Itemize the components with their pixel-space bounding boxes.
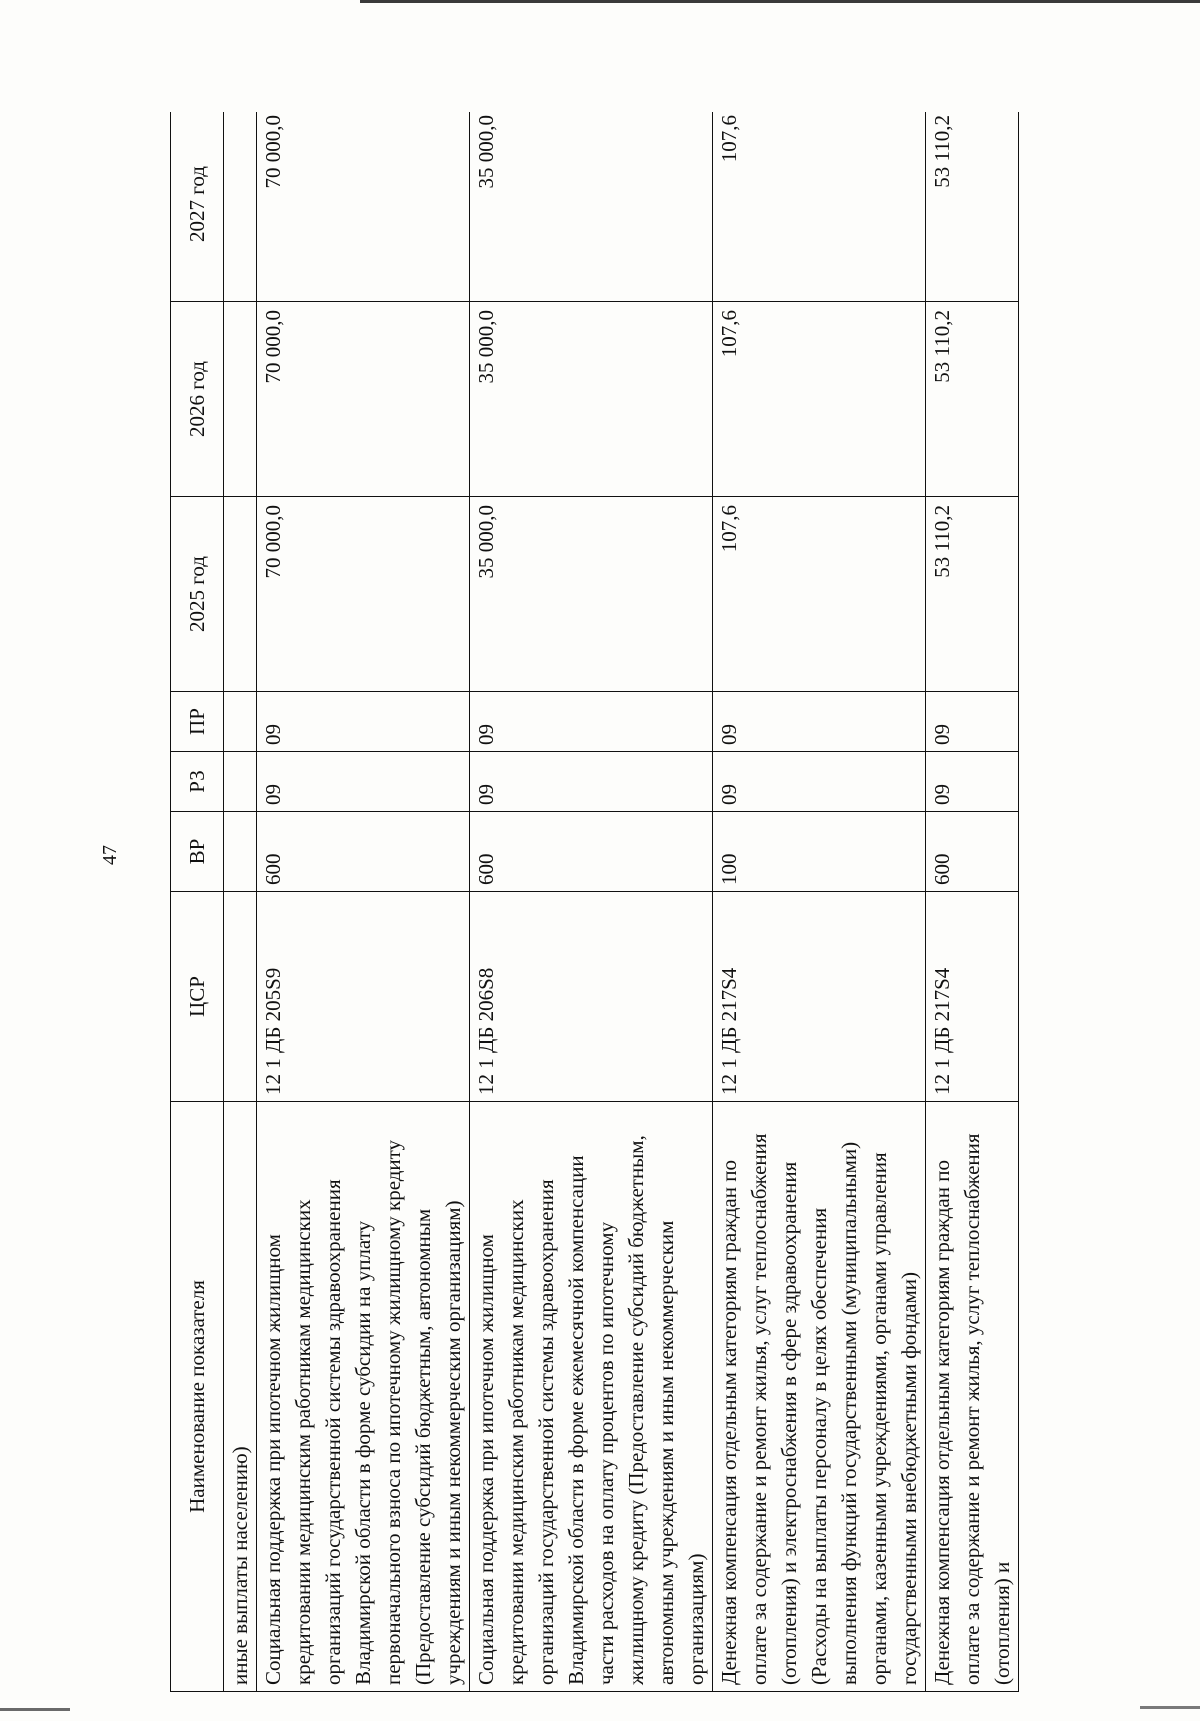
row-csr: 12 1 ДБ 205S9 xyxy=(257,892,470,1102)
header-2026: 2026 год xyxy=(171,302,224,497)
row-2025: 53 110,2 xyxy=(926,497,1019,692)
table-row xyxy=(257,112,470,1692)
scan-edge-bottom-right xyxy=(1140,1706,1200,1709)
row-pr: 09 xyxy=(257,692,470,752)
header-csr: ЦСР xyxy=(171,892,224,1102)
scan-edge-bottom-left xyxy=(0,1708,70,1711)
row-csr: 12 1 ДБ 217S4 xyxy=(713,892,926,1102)
row-vr: 100 xyxy=(713,812,926,892)
header-vr: ВР xyxy=(171,812,224,892)
row-name: иные выплаты населению) xyxy=(224,1102,257,1692)
row-2026: 53 110,2 xyxy=(926,302,1019,497)
row-2025: 107,6 xyxy=(713,497,926,692)
row-rz xyxy=(224,752,257,812)
row-2026 xyxy=(224,302,257,497)
row-pr: 09 xyxy=(926,692,1019,752)
row-2025 xyxy=(224,497,257,692)
header-pr: ПР xyxy=(171,692,224,752)
rotated-table-content xyxy=(170,112,1130,1692)
row-vr: 600 xyxy=(926,812,1019,892)
row-2027: 107,6 xyxy=(713,112,926,302)
row-2027 xyxy=(224,112,257,302)
row-name: Денежная компенсация отдельным категориям граждан по оплате за содержание и ремонт жилья, услуг теплоснабжения (отопления) и xyxy=(926,1102,1019,1692)
header-rz: РЗ xyxy=(171,752,224,812)
table-header-row xyxy=(171,112,224,1692)
row-2026: 107,6 xyxy=(713,302,926,497)
row-2027: 35 000,0 xyxy=(470,112,713,302)
header-name: Наименование показателя xyxy=(171,1102,224,1692)
row-2025: 70 000,0 xyxy=(257,497,470,692)
row-rz: 09 xyxy=(257,752,470,812)
row-2026: 35 000,0 xyxy=(470,302,713,497)
row-csr: 12 1 ДБ 206S8 xyxy=(470,892,713,1102)
row-rz: 09 xyxy=(713,752,926,812)
row-name: Денежная компенсация отдельным категориям граждан по оплате за содержание и ремонт жилья, услуг теплоснабжения (отопления) и электроснабжения в сфере здравоохранения (Расходы на выплаты персоналу в целях обеспечения выполнения функций государственными (муниципальными) органами, казенными учреждениями, органами управления государственными внебюджетными фондами) xyxy=(713,1102,926,1692)
row-2027: 53 110,2 xyxy=(926,112,1019,302)
row-name: Социальная поддержка при ипотечном жилищном кредитовании медицинским работникам медицинских организаций государственной системы здравоохранения Владимирской области в форме субсидии на уплату первоначального взноса по ипотечному жилищному кредиту (Предоставление субсидий бюджетным, автономным учреждениям и иным некоммерческим организациям) xyxy=(257,1102,470,1692)
row-pr xyxy=(224,692,257,752)
table-row xyxy=(470,112,713,1692)
row-vr: 600 xyxy=(257,812,470,892)
budget-table xyxy=(170,112,1019,1692)
row-pr: 09 xyxy=(470,692,713,752)
row-csr: 12 1 ДБ 217S4 xyxy=(926,892,1019,1102)
row-2027: 70 000,0 xyxy=(257,112,470,302)
table-row xyxy=(224,112,257,1692)
row-rz: 09 xyxy=(926,752,1019,812)
row-2025: 35 000,0 xyxy=(470,497,713,692)
table-row xyxy=(713,112,926,1692)
header-2025: 2025 год xyxy=(171,497,224,692)
row-vr: 600 xyxy=(470,812,713,892)
rotated-table-frame xyxy=(170,112,1130,1692)
header-2027: 2027 год xyxy=(171,112,224,302)
row-name: Социальная поддержка при ипотечном жилищном кредитовании медицинским работникам медицинских организаций государственной системы здравоохранения Владимирской области в форме ежемесячной компенсации части расходов на оплату процентов по ипотечному жилищному кредиту (Предоставление субсидий бюджетным, автономным учреждениям и иным некоммерческим организациям) xyxy=(470,1102,713,1692)
scan-edge-top xyxy=(360,0,1200,3)
table-row xyxy=(926,112,1019,1692)
row-csr xyxy=(224,892,257,1102)
row-vr xyxy=(224,812,257,892)
page-number: 47 xyxy=(99,845,121,865)
row-2026: 70 000,0 xyxy=(257,302,470,497)
row-rz: 09 xyxy=(470,752,713,812)
row-pr: 09 xyxy=(713,692,926,752)
